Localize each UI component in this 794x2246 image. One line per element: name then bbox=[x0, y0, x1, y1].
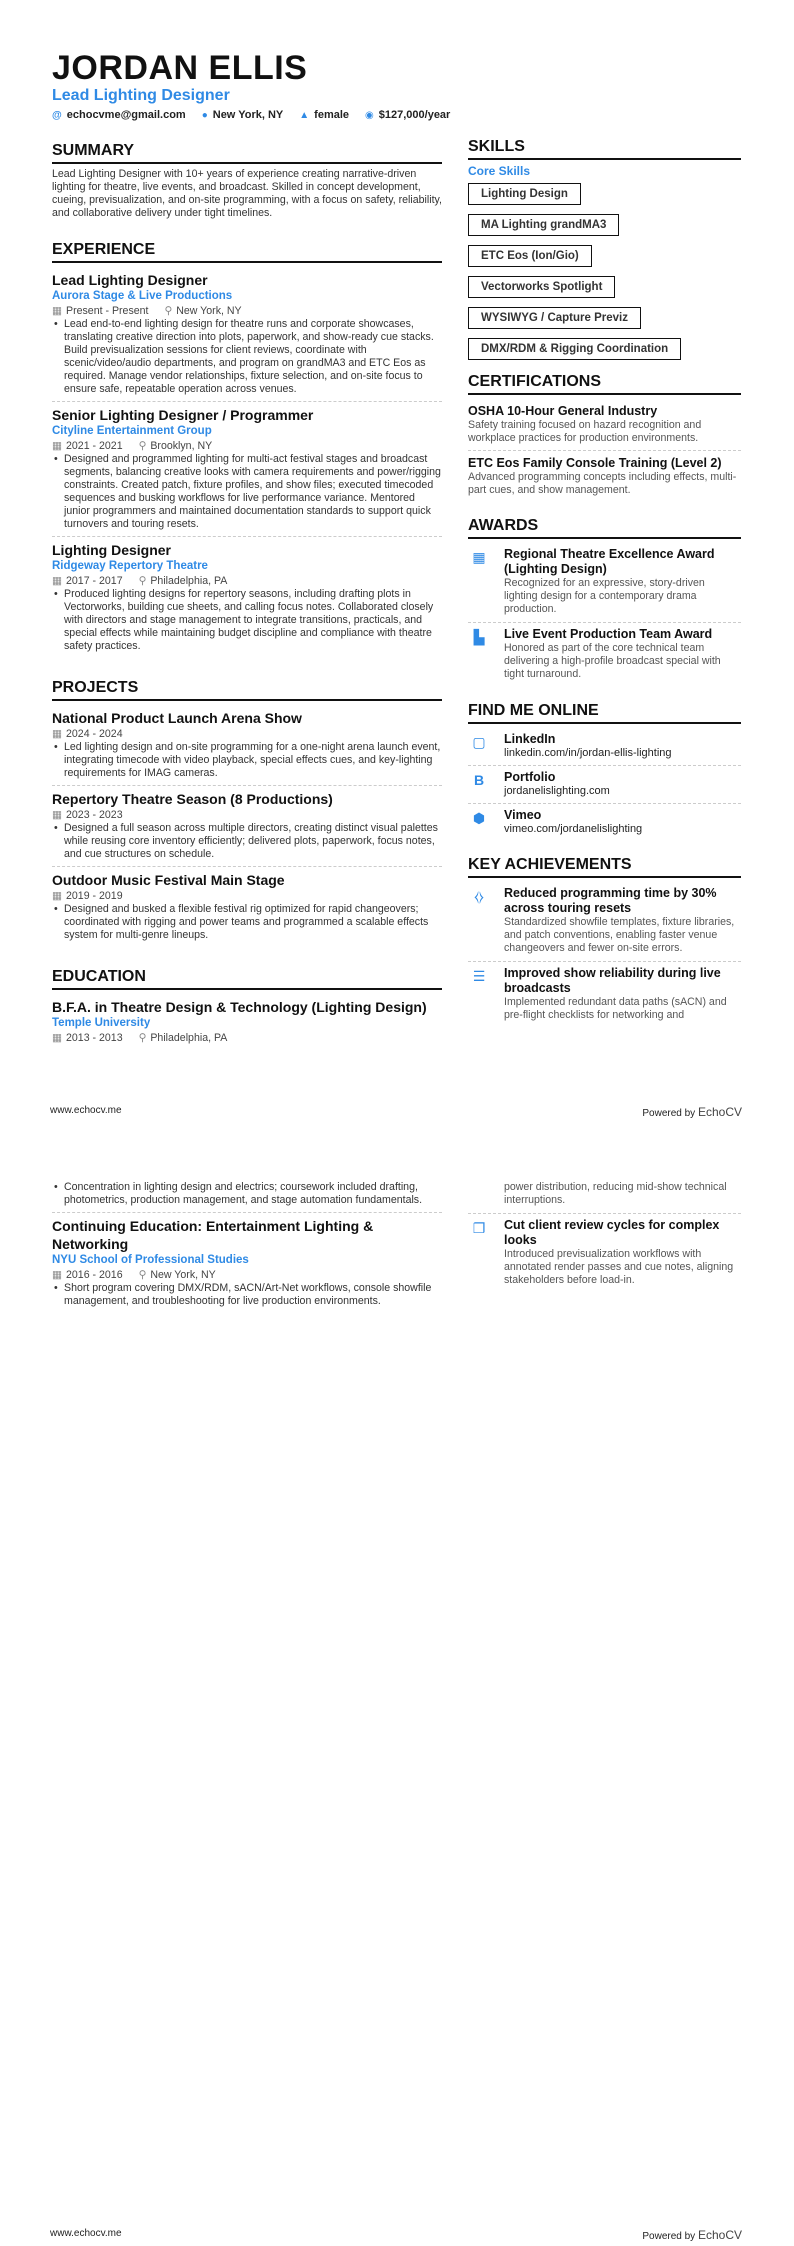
calendar-icon: ▦ bbox=[52, 728, 63, 740]
meta: ▦ 2021 - 2021 ⚲ Brooklyn, NY bbox=[52, 440, 213, 452]
skill-chip: Lighting Design bbox=[468, 183, 581, 205]
bullet: • Lead end-to-end lighting design for theatre runs and corporate showcases, translating creative direction into plots, paperwork, and show-ready cue stacks. Build previsualization sessions for client reviews, coordinate with scenic/video/audio departments, and program on grandMA3 and ETC Eos as required. Manage vendor relationships, fixture selection, and on-site focus to ensure safe, repeatable operation across venues. bbox=[64, 318, 442, 396]
start: 2023 bbox=[66, 809, 90, 821]
right-column bbox=[468, 1177, 741, 1293]
online-item[interactable] bbox=[468, 728, 741, 766]
achievements-heading: KEY ACHIEVEMENTS bbox=[468, 855, 741, 878]
degree: Continuing Education: Entertainment Lighting & Networking bbox=[52, 1218, 374, 1252]
bookmark-icon: ▢ bbox=[472, 734, 486, 750]
project-item bbox=[52, 786, 442, 867]
job-title: Lead Lighting Designer bbox=[52, 272, 208, 288]
company: Aurora Stage & Live Productions bbox=[52, 290, 233, 302]
education-heading: EDUCATION bbox=[52, 967, 442, 990]
education-section bbox=[52, 967, 442, 1050]
footer bbox=[50, 2228, 742, 2242]
location-pin-icon: ⚲ bbox=[138, 1032, 147, 1044]
online-label: Portfolio bbox=[504, 770, 556, 784]
cert-desc: Safety training focused on hazard recognition and workplace practices for production environments. bbox=[468, 419, 702, 444]
experience-item bbox=[52, 267, 442, 402]
online-label: LinkedIn bbox=[504, 732, 556, 746]
end: 2023 bbox=[99, 809, 123, 821]
page-2 bbox=[0, 1123, 794, 2246]
calendar-icon: ▦ bbox=[52, 809, 63, 821]
awards-heading: AWARDS bbox=[468, 516, 741, 539]
bullet: • Short program covering DMX/RDM, sACN/Art-Net workflows, console showfile management, and troubleshooting for live production environments. bbox=[64, 1282, 442, 1308]
end: 2024 bbox=[99, 728, 123, 740]
achievement-continued bbox=[468, 1177, 741, 1214]
start: 2013 bbox=[66, 1032, 90, 1044]
meta: ▦ 2023 - 2023 bbox=[52, 809, 123, 821]
job-title: Senior Lighting Designer / Programmer bbox=[52, 407, 314, 423]
footer-site[interactable]: www.echocv.me bbox=[50, 2228, 122, 2239]
degree: B.F.A. in Theatre Design & Technology (Lighting Design) bbox=[52, 999, 427, 1015]
certification-item bbox=[468, 399, 741, 451]
online-heading: FIND ME ONLINE bbox=[468, 701, 741, 724]
meta: ▦ 2016 - 2016 ⚲ New York, NY bbox=[52, 1269, 216, 1281]
skills-heading: SKILLS bbox=[468, 137, 741, 160]
certification-item bbox=[468, 451, 741, 502]
cube-icon: ⬢ bbox=[472, 810, 486, 826]
location: Philadelphia, PA bbox=[150, 575, 228, 587]
experience-item bbox=[52, 537, 442, 658]
award-title: Regional Theatre Excellence Award (Lighting Design) bbox=[504, 547, 715, 576]
calendar-icon: ▦ bbox=[52, 1269, 63, 1281]
location: Brooklyn, NY bbox=[150, 440, 213, 452]
behance-icon: B bbox=[473, 772, 485, 788]
project-title: Repertory Theatre Season (8 Productions) bbox=[52, 791, 333, 807]
copy-check-icon: ❐ bbox=[472, 1220, 486, 1236]
bullet: • Designed and busked a flexible festival rig optimized for rapid changeovers; coordinated with rigging and power teams and programmed a scalable effects system for multi-genre lineups. bbox=[64, 903, 442, 942]
left-column bbox=[52, 49, 451, 1050]
project-item bbox=[52, 867, 442, 947]
achievement-title: Cut client review cycles for complex looks bbox=[504, 1218, 720, 1247]
contact-row bbox=[52, 109, 752, 121]
location-pin-icon: ⚲ bbox=[138, 440, 147, 452]
award-item bbox=[468, 623, 741, 687]
at-icon: @ bbox=[52, 110, 62, 121]
school: NYU School of Professional Studies bbox=[52, 1254, 249, 1266]
company: Ridgeway Repertory Theatre bbox=[52, 560, 208, 572]
bullet: • Led lighting design and on-site programming for a one-night arena launch event, integrating timecode with video playback, special effects cues, and key-lighting requirements for IMAG cameras. bbox=[64, 741, 442, 780]
experience-item bbox=[52, 402, 442, 537]
projects-heading: PROJECTS bbox=[52, 678, 442, 701]
email[interactable]: echocvme@gmail.com bbox=[66, 109, 186, 121]
meta: ▦ 2017 - 2017 ⚲ Philadelphia, PA bbox=[52, 575, 228, 587]
brand: EchoCV bbox=[697, 1105, 742, 1119]
achievement-title: Improved show reliability during live broadcasts bbox=[504, 966, 721, 995]
brand: EchoCV bbox=[697, 2228, 742, 2242]
skill-chip: ETC Eos (Ion/Gio) bbox=[468, 245, 592, 267]
calendar-chart-icon: ▦ bbox=[472, 549, 486, 565]
bullet: • Produced lighting designs for repertory seasons, including drafting plots in Vectorworks, building cue sheets, and calling focus notes. Collaborated closely with directors and stage management to integrate transitions, practicals, and special effects while maintaining budget discipline and compliance with theatre safety practices. bbox=[64, 588, 442, 653]
end: 2016 bbox=[99, 1269, 123, 1281]
achievement-desc: Introduced previsualization workflows with annotated render passes and cue notes, aligning stakeholders before load-in. bbox=[504, 1248, 734, 1286]
money-icon: ◉ bbox=[365, 110, 374, 121]
calendar-icon: ▦ bbox=[52, 440, 63, 452]
person-icon: ▲ bbox=[299, 110, 310, 121]
certifications-heading: CERTIFICATIONS bbox=[468, 372, 741, 395]
summary-heading: SUMMARY bbox=[52, 141, 442, 164]
location: New York, NY bbox=[150, 1269, 216, 1281]
bullet: • Designed a full season across multiple directors, creating distinct visual palettes while reusing core inventory efficiently; delivered plots, paperwork, focus notes, and cue structures on schedule. bbox=[64, 822, 442, 861]
footer-site[interactable]: www.echocv.me bbox=[50, 1105, 122, 1116]
meta: ▦ Present - Present ⚲ New York, NY bbox=[52, 305, 242, 317]
achievement-title: Reduced programming time by 30% across touring resets bbox=[504, 886, 717, 915]
code-icon: ⧼⧽ bbox=[474, 888, 484, 904]
online-section bbox=[468, 701, 741, 841]
projects-section bbox=[52, 678, 442, 947]
skill-chip: WYSIWYG / Capture Previz bbox=[468, 307, 641, 329]
skill-chip: Vectorworks Spotlight bbox=[468, 276, 615, 298]
meta: ▦ 2024 - 2024 bbox=[52, 728, 123, 740]
start: 2017 bbox=[66, 575, 90, 587]
location-pin-icon: ⚲ bbox=[138, 1269, 147, 1281]
end: 2017 bbox=[99, 575, 123, 587]
candidate-name: JORDAN ELLIS bbox=[52, 49, 308, 87]
online-url[interactable]: vimeo.com/jordanelislighting bbox=[504, 823, 643, 835]
left-column bbox=[52, 1177, 442, 1313]
location: New York, NY bbox=[176, 305, 242, 317]
skill-chip: MA Lighting grandMA3 bbox=[468, 214, 619, 236]
achievement-item bbox=[468, 962, 741, 1028]
candidate-title: Lead Lighting Designer bbox=[52, 87, 230, 104]
award-item bbox=[468, 543, 741, 623]
end: 2019 bbox=[99, 890, 123, 902]
location-pin-icon: ● bbox=[201, 110, 208, 121]
skill-chip: DMX/RDM & Rigging Coordination bbox=[468, 338, 681, 360]
cert-title: OSHA 10-Hour General Industry bbox=[468, 404, 658, 418]
online-url[interactable]: jordanelislighting.com bbox=[504, 785, 610, 797]
achievement-desc: Implemented redundant data paths (sACN) and pre-flight checklists for networking and bbox=[504, 996, 727, 1021]
document-icon: ▙ bbox=[473, 629, 485, 645]
location-pin-icon: ⚲ bbox=[138, 575, 147, 587]
skills-section bbox=[468, 137, 741, 360]
calendar-icon: ▦ bbox=[52, 890, 63, 902]
end: Present bbox=[111, 305, 149, 317]
achievements-section bbox=[468, 855, 741, 1028]
online-url[interactable]: linkedin.com/in/jordan-ellis-lighting bbox=[504, 747, 672, 759]
meta: ▦ 2019 - 2019 bbox=[52, 890, 123, 902]
summary-section bbox=[52, 141, 442, 220]
calendar-icon: ▦ bbox=[52, 575, 63, 587]
education-continued bbox=[52, 1177, 442, 1213]
right-column bbox=[468, 137, 741, 1028]
education-item bbox=[52, 1213, 442, 1313]
powered-by: Powered by bbox=[642, 2231, 696, 2242]
online-item[interactable] bbox=[468, 804, 741, 841]
cert-title: ETC Eos Family Console Training (Level 2) bbox=[468, 456, 722, 470]
powered-by: Powered by bbox=[642, 1108, 696, 1119]
end: 2013 bbox=[99, 1032, 123, 1044]
bullet: • Designed and programmed lighting for multi-act festival stages and broadcast segments, balancing creative looks with camera requirements and power/rigging constraints. Created patch, fixture profiles, and show files; executed timecoded sequences and busking workflows for live performance variance. Mentored junior programmers and maintained documentation standards to support quick turnovers and touring resets. bbox=[64, 453, 442, 531]
start: 2016 bbox=[66, 1269, 90, 1281]
achievement-item bbox=[468, 1214, 741, 1293]
lines-icon: ☰ bbox=[472, 968, 486, 984]
online-label: Vimeo bbox=[504, 808, 542, 822]
education-item bbox=[52, 994, 442, 1050]
achievement-desc: Standardized showfile templates, fixture libraries, and patch conventions, enabling faster venue changeovers and fewer on-site errors. bbox=[504, 916, 735, 954]
achievement-item bbox=[468, 882, 741, 962]
start: 2021 bbox=[66, 440, 90, 452]
award-desc: Honored as part of the core technical team delivering a high-profile broadcast special with tight turnaround. bbox=[504, 642, 721, 680]
online-item[interactable] bbox=[468, 766, 741, 804]
experience-heading: EXPERIENCE bbox=[52, 240, 442, 263]
achievement-desc: power distribution, reducing mid-show technical interruptions. bbox=[504, 1181, 727, 1206]
school: Temple University bbox=[52, 1017, 151, 1029]
bullet: • Concentration in lighting design and electrics; coursework included drafting, photometrics, production management, and stage automation fundamentals. bbox=[64, 1181, 442, 1207]
awards-section bbox=[468, 516, 741, 687]
location-pin-icon: ⚲ bbox=[164, 305, 173, 317]
certifications-section bbox=[468, 372, 741, 502]
end: 2021 bbox=[99, 440, 123, 452]
project-title: Outdoor Music Festival Main Stage bbox=[52, 872, 285, 888]
project-title: National Product Launch Arena Show bbox=[52, 710, 302, 726]
company: Cityline Entertainment Group bbox=[52, 425, 212, 437]
calendar-icon: ▦ bbox=[52, 305, 63, 317]
award-desc: Recognized for an expressive, story-driven lighting design for a contemporary drama production. bbox=[504, 577, 705, 615]
meta: ▦ 2013 - 2013 ⚲ Philadelphia, PA bbox=[52, 1032, 228, 1044]
cert-desc: Advanced programming concepts including effects, multi-part cues, and show management. bbox=[468, 471, 737, 496]
footer bbox=[50, 1105, 742, 1119]
experience-section bbox=[52, 240, 442, 658]
start: 2019 bbox=[66, 890, 90, 902]
start: 2024 bbox=[66, 728, 90, 740]
calendar-icon: ▦ bbox=[52, 1032, 63, 1044]
skill-group: Core Skills bbox=[468, 164, 531, 178]
location: New York, NY bbox=[212, 109, 284, 121]
job-title: Lighting Designer bbox=[52, 542, 171, 558]
award-title: Live Event Production Team Award bbox=[504, 627, 713, 641]
summary-text: Lead Lighting Designer with 10+ years of experience creating narrative-driven lighting for theatre, live events, and broadcast. Skilled in concept development, cueing, previsualization, and on-site programming, with a focus on safety, reliability, and collaborative delivery under tight timelines. bbox=[52, 168, 443, 219]
salary: $127,000/year bbox=[378, 109, 451, 121]
gender: female bbox=[314, 109, 350, 121]
location: Philadelphia, PA bbox=[150, 1032, 228, 1044]
start: Present bbox=[66, 305, 103, 317]
project-item bbox=[52, 705, 442, 786]
